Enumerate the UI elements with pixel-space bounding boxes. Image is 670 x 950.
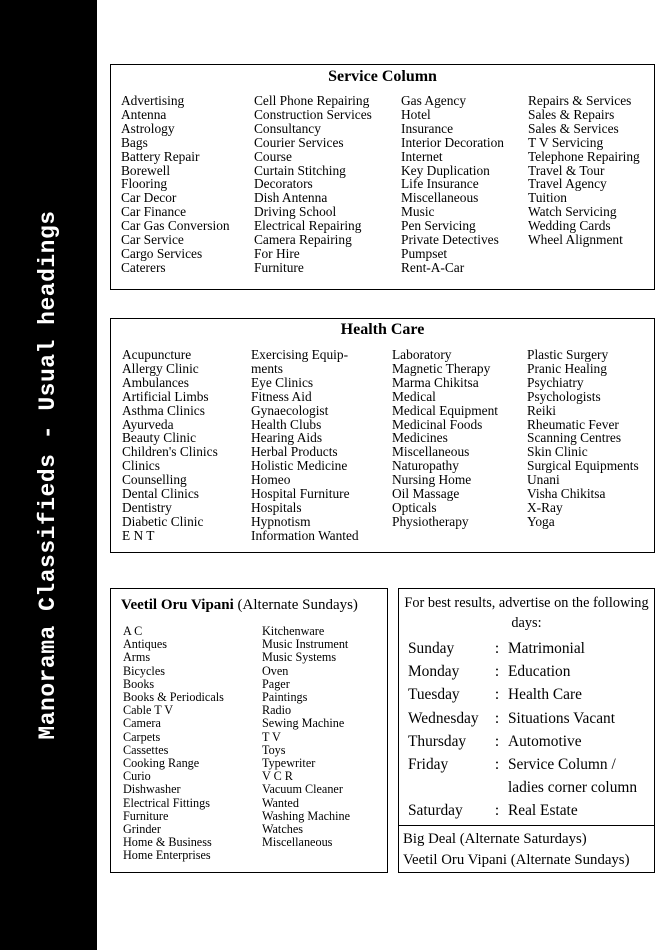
list-item: ments <box>251 360 283 376</box>
alternate-edition: Veetil Oru Vipani (Alternate Sundays) <box>403 852 630 868</box>
list-item: Health Clubs <box>251 416 322 432</box>
list-item: Sewing Machine <box>262 716 345 731</box>
list-item: Battery Repair <box>121 148 200 164</box>
separator: : <box>494 756 500 774</box>
list-item: Cable T V <box>123 703 174 718</box>
service-list <box>528 94 640 247</box>
list-item: Interior Decoration <box>401 134 504 150</box>
day-label: Monday <box>408 663 460 681</box>
veetil-oru-vipani-box <box>110 588 388 873</box>
list-item: Hotel <box>401 106 431 122</box>
list-item: Wheel Alignment <box>528 232 623 248</box>
list-item: Psychiatry <box>527 374 584 390</box>
list-item: Opticals <box>392 499 437 515</box>
list-item: Surgical Equipments <box>527 458 639 474</box>
day-label: Tuesday <box>408 686 460 704</box>
list-item: Ambulances <box>122 374 189 390</box>
list-item: Travel Agency <box>528 176 607 192</box>
list-item: Wanted <box>262 795 299 810</box>
list-item: Gas Agency <box>401 93 467 108</box>
list-item: Camera <box>123 716 161 731</box>
list-item: Borewell <box>121 162 171 178</box>
list-item: Insurance <box>401 120 454 136</box>
list-item: Rheumatic Fever <box>527 416 619 432</box>
list-item: Life Insurance <box>401 176 479 192</box>
list-item: E N T <box>122 527 155 543</box>
health-list <box>251 348 359 543</box>
list-item: Dentistry <box>122 499 172 515</box>
list-item: Miscellaneous <box>401 190 479 206</box>
day-label: Friday <box>408 756 449 774</box>
service-list <box>254 94 372 275</box>
day-heading: Service Column / ladies corner column <box>508 756 638 797</box>
list-item: Dish Antenna <box>254 190 328 206</box>
list-item: Kitchenware <box>262 624 325 638</box>
list-item: Sales & Repairs <box>528 106 615 122</box>
list-item: Books & Periodicals <box>123 690 224 705</box>
list-item: Internet <box>401 148 443 164</box>
list-item: Information Wanted <box>251 527 359 543</box>
list-item: Car Finance <box>121 204 187 220</box>
list-item: Dental Clinics <box>122 486 199 502</box>
list-item: Music Instrument <box>262 637 349 652</box>
best-days-box <box>398 588 655 873</box>
list-item: Medicines <box>392 430 448 446</box>
list-item: Key Duplication <box>401 162 490 178</box>
list-item: Medicinal Foods <box>392 416 483 432</box>
list-item: Asthma Clinics <box>122 402 205 418</box>
list-item: Magnetic Therapy <box>392 360 491 376</box>
day-heading: Health Care <box>508 686 582 704</box>
list-item: Home Enterprises <box>123 848 211 863</box>
day-heading: Education <box>508 663 571 681</box>
health-list <box>527 348 639 529</box>
list-item: Counselling <box>122 472 187 488</box>
list-item: Ayurveda <box>122 416 174 432</box>
list-item: X-Ray <box>527 499 563 515</box>
list-item: Tuition <box>528 190 567 206</box>
list-item: Typewriter <box>262 756 316 771</box>
day-heading: Real Estate <box>508 802 578 820</box>
veetil-title-main: Veetil Oru Vipani <box>121 597 234 613</box>
list-item: Homeo <box>251 472 291 488</box>
list-item: Wedding Cards <box>528 218 611 234</box>
separator: : <box>494 686 500 704</box>
list-item: Car Decor <box>121 190 177 206</box>
list-item: Visha Chikitsa <box>527 486 606 502</box>
list-item: Yoga <box>527 513 555 529</box>
day-label: Saturday <box>408 802 463 820</box>
list-item: Repairs & Services <box>528 93 632 108</box>
divider <box>399 825 654 826</box>
list-item: Music Systems <box>262 650 337 665</box>
sidebar-title: Manorama Classifieds - Usual headings <box>35 210 61 740</box>
best-days-intro: For best results, advertise on the following days: <box>404 595 649 631</box>
service-column-box <box>110 64 655 290</box>
list-item: Cell Phone Repairing <box>254 93 370 108</box>
list-item: Hospitals <box>251 499 302 515</box>
list-item: Psychologists <box>527 388 601 404</box>
list-item: Driving School <box>254 204 337 220</box>
list-item: Nursing Home <box>392 472 472 488</box>
list-item: Acupuncture <box>122 347 192 362</box>
service-list <box>121 94 230 275</box>
separator: : <box>494 640 500 657</box>
list-item: Washing Machine <box>262 808 351 823</box>
alternate-editions <box>403 829 630 871</box>
service-list <box>401 94 504 275</box>
list-item: Plastic Surgery <box>527 347 609 362</box>
list-item: Allergy Clinic <box>122 360 199 376</box>
list-item: Decorators <box>254 176 313 192</box>
list-item: Artificial Limbs <box>122 388 209 404</box>
list-item: Watch Servicing <box>528 204 617 220</box>
list-item: Fitness Aid <box>251 388 312 404</box>
separator: : <box>494 709 500 727</box>
list-item: Medical <box>392 388 436 404</box>
list-item: Paintings <box>262 690 308 705</box>
list-item: Vacuum Cleaner <box>262 782 343 797</box>
list-item: Miscellaneous <box>392 444 470 460</box>
list-item: Toys <box>262 742 286 757</box>
list-item: Reiki <box>527 402 557 418</box>
list-item: Miscellaneous <box>262 835 333 850</box>
list-item: Unani <box>527 472 560 488</box>
separator: : <box>494 663 500 681</box>
list-item: Curtain Stitching <box>254 162 346 178</box>
list-item: Beauty Clinic <box>122 430 197 446</box>
schedule-row <box>408 753 651 799</box>
list-item: Furniture <box>123 808 169 823</box>
list-item: Pen Servicing <box>401 218 476 234</box>
list-item: Clinics <box>122 458 160 474</box>
list-item: Hearing Aids <box>251 430 323 446</box>
list-item: Grinder <box>123 822 161 837</box>
health-care-title: Health Care <box>340 321 425 338</box>
list-item: Hospital Furniture <box>251 486 350 502</box>
list-item: Courier Services <box>254 134 344 150</box>
day-heading: Automotive <box>508 732 582 750</box>
list-item: T V <box>262 729 281 744</box>
health-care-box <box>110 318 655 553</box>
list-item: Advertising <box>121 93 185 108</box>
veetil-title <box>121 597 387 614</box>
list-item: Camera Repairing <box>254 232 352 248</box>
health-list <box>392 348 498 529</box>
schedule-row <box>408 660 651 683</box>
list-item: Marma Chikitsa <box>392 374 479 390</box>
list-item: Cooking Range <box>123 756 200 771</box>
list-item: Bicycles <box>123 663 165 678</box>
list-item: T V Servicing <box>528 134 604 150</box>
list-item: Car Service <box>121 232 184 248</box>
list-item: Antiques <box>123 637 168 652</box>
list-item: Medical Equipment <box>392 402 498 418</box>
list-item: Flooring <box>121 176 168 192</box>
veetil-title-subtitle: (Alternate Sundays) <box>237 597 358 613</box>
list-item: Diabetic Clinic <box>122 513 204 529</box>
list-item: Sales & Services <box>528 120 619 136</box>
list-item: Music <box>401 204 435 220</box>
list-item: Curio <box>123 769 151 784</box>
list-item: Cargo Services <box>121 245 203 261</box>
list-item: Astrology <box>121 120 175 136</box>
list-item: Electrical Fittings <box>123 795 210 810</box>
schedule-row <box>408 683 651 706</box>
list-item: Watches <box>262 822 303 837</box>
list-item: Car Gas Conversion <box>121 218 230 234</box>
list-item: Radio <box>262 703 292 718</box>
service-column-title: Service Column <box>328 68 437 85</box>
separator: : <box>494 802 500 820</box>
list-item: Telephone Repairing <box>528 148 640 164</box>
list-item: Eye Clinics <box>251 374 314 390</box>
alternate-edition: Big Deal (Alternate Saturdays) <box>403 831 587 847</box>
sidebar-banner <box>0 0 97 950</box>
list-item: Bags <box>121 134 148 150</box>
list-item: Caterers <box>121 259 166 275</box>
list-item: Naturopathy <box>392 458 459 474</box>
day-heading: Situations Vacant <box>508 709 616 727</box>
list-item: Furniture <box>254 259 304 275</box>
list-item: For Hire <box>254 245 300 261</box>
day-heading: Matrimonial <box>508 640 585 657</box>
schedule-row <box>408 637 651 660</box>
list-item: Gynaecologist <box>251 402 329 418</box>
list-item: A C <box>123 624 143 638</box>
list-item: Pranic Healing <box>527 360 607 376</box>
list-item: Antenna <box>121 106 167 122</box>
list-item: Oil Massage <box>392 486 460 502</box>
list-item: Electrical Repairing <box>254 218 362 234</box>
list-item: Travel & Tour <box>528 162 605 178</box>
list-item: Carpets <box>123 729 161 744</box>
day-label: Wednesday <box>408 709 479 727</box>
day-label: Sunday <box>408 640 455 657</box>
list-item: Consultancy <box>254 120 321 136</box>
list-item: Books <box>123 676 155 691</box>
list-item: Children's Clinics <box>122 444 218 460</box>
list-item: Rent-A-Car <box>401 259 465 275</box>
day-schedule-table <box>408 637 651 823</box>
list-item: Scanning Centres <box>527 430 622 446</box>
list-item: Home & Business <box>123 835 212 850</box>
list-item: Construction Services <box>254 106 372 122</box>
schedule-row <box>408 799 651 822</box>
list-item: Private Detectives <box>401 232 499 248</box>
list-item: Pumpset <box>401 245 448 261</box>
list-item: Physiotherapy <box>392 513 469 529</box>
list-item: Skin Clinic <box>527 444 588 460</box>
list-item: Herbal Products <box>251 444 338 460</box>
veetil-list <box>262 625 350 849</box>
list-item: Cassettes <box>123 742 169 757</box>
list-item: Holistic Medicine <box>251 458 348 474</box>
list-item: Oven <box>262 663 289 678</box>
list-item: Arms <box>123 650 151 665</box>
health-list <box>122 348 218 543</box>
list-item: Pager <box>262 676 290 691</box>
day-label: Thursday <box>408 732 467 750</box>
separator: : <box>494 732 500 750</box>
list-item: Dishwasher <box>123 782 181 797</box>
list-item: V C R <box>262 769 293 784</box>
list-item: Exercising Equip- <box>251 347 349 362</box>
schedule-row <box>408 707 651 730</box>
schedule-row <box>408 730 651 753</box>
list-item: Laboratory <box>392 347 452 362</box>
list-item: Hypnotism <box>251 513 311 529</box>
veetil-list <box>123 625 224 863</box>
list-item: Course <box>254 148 292 164</box>
